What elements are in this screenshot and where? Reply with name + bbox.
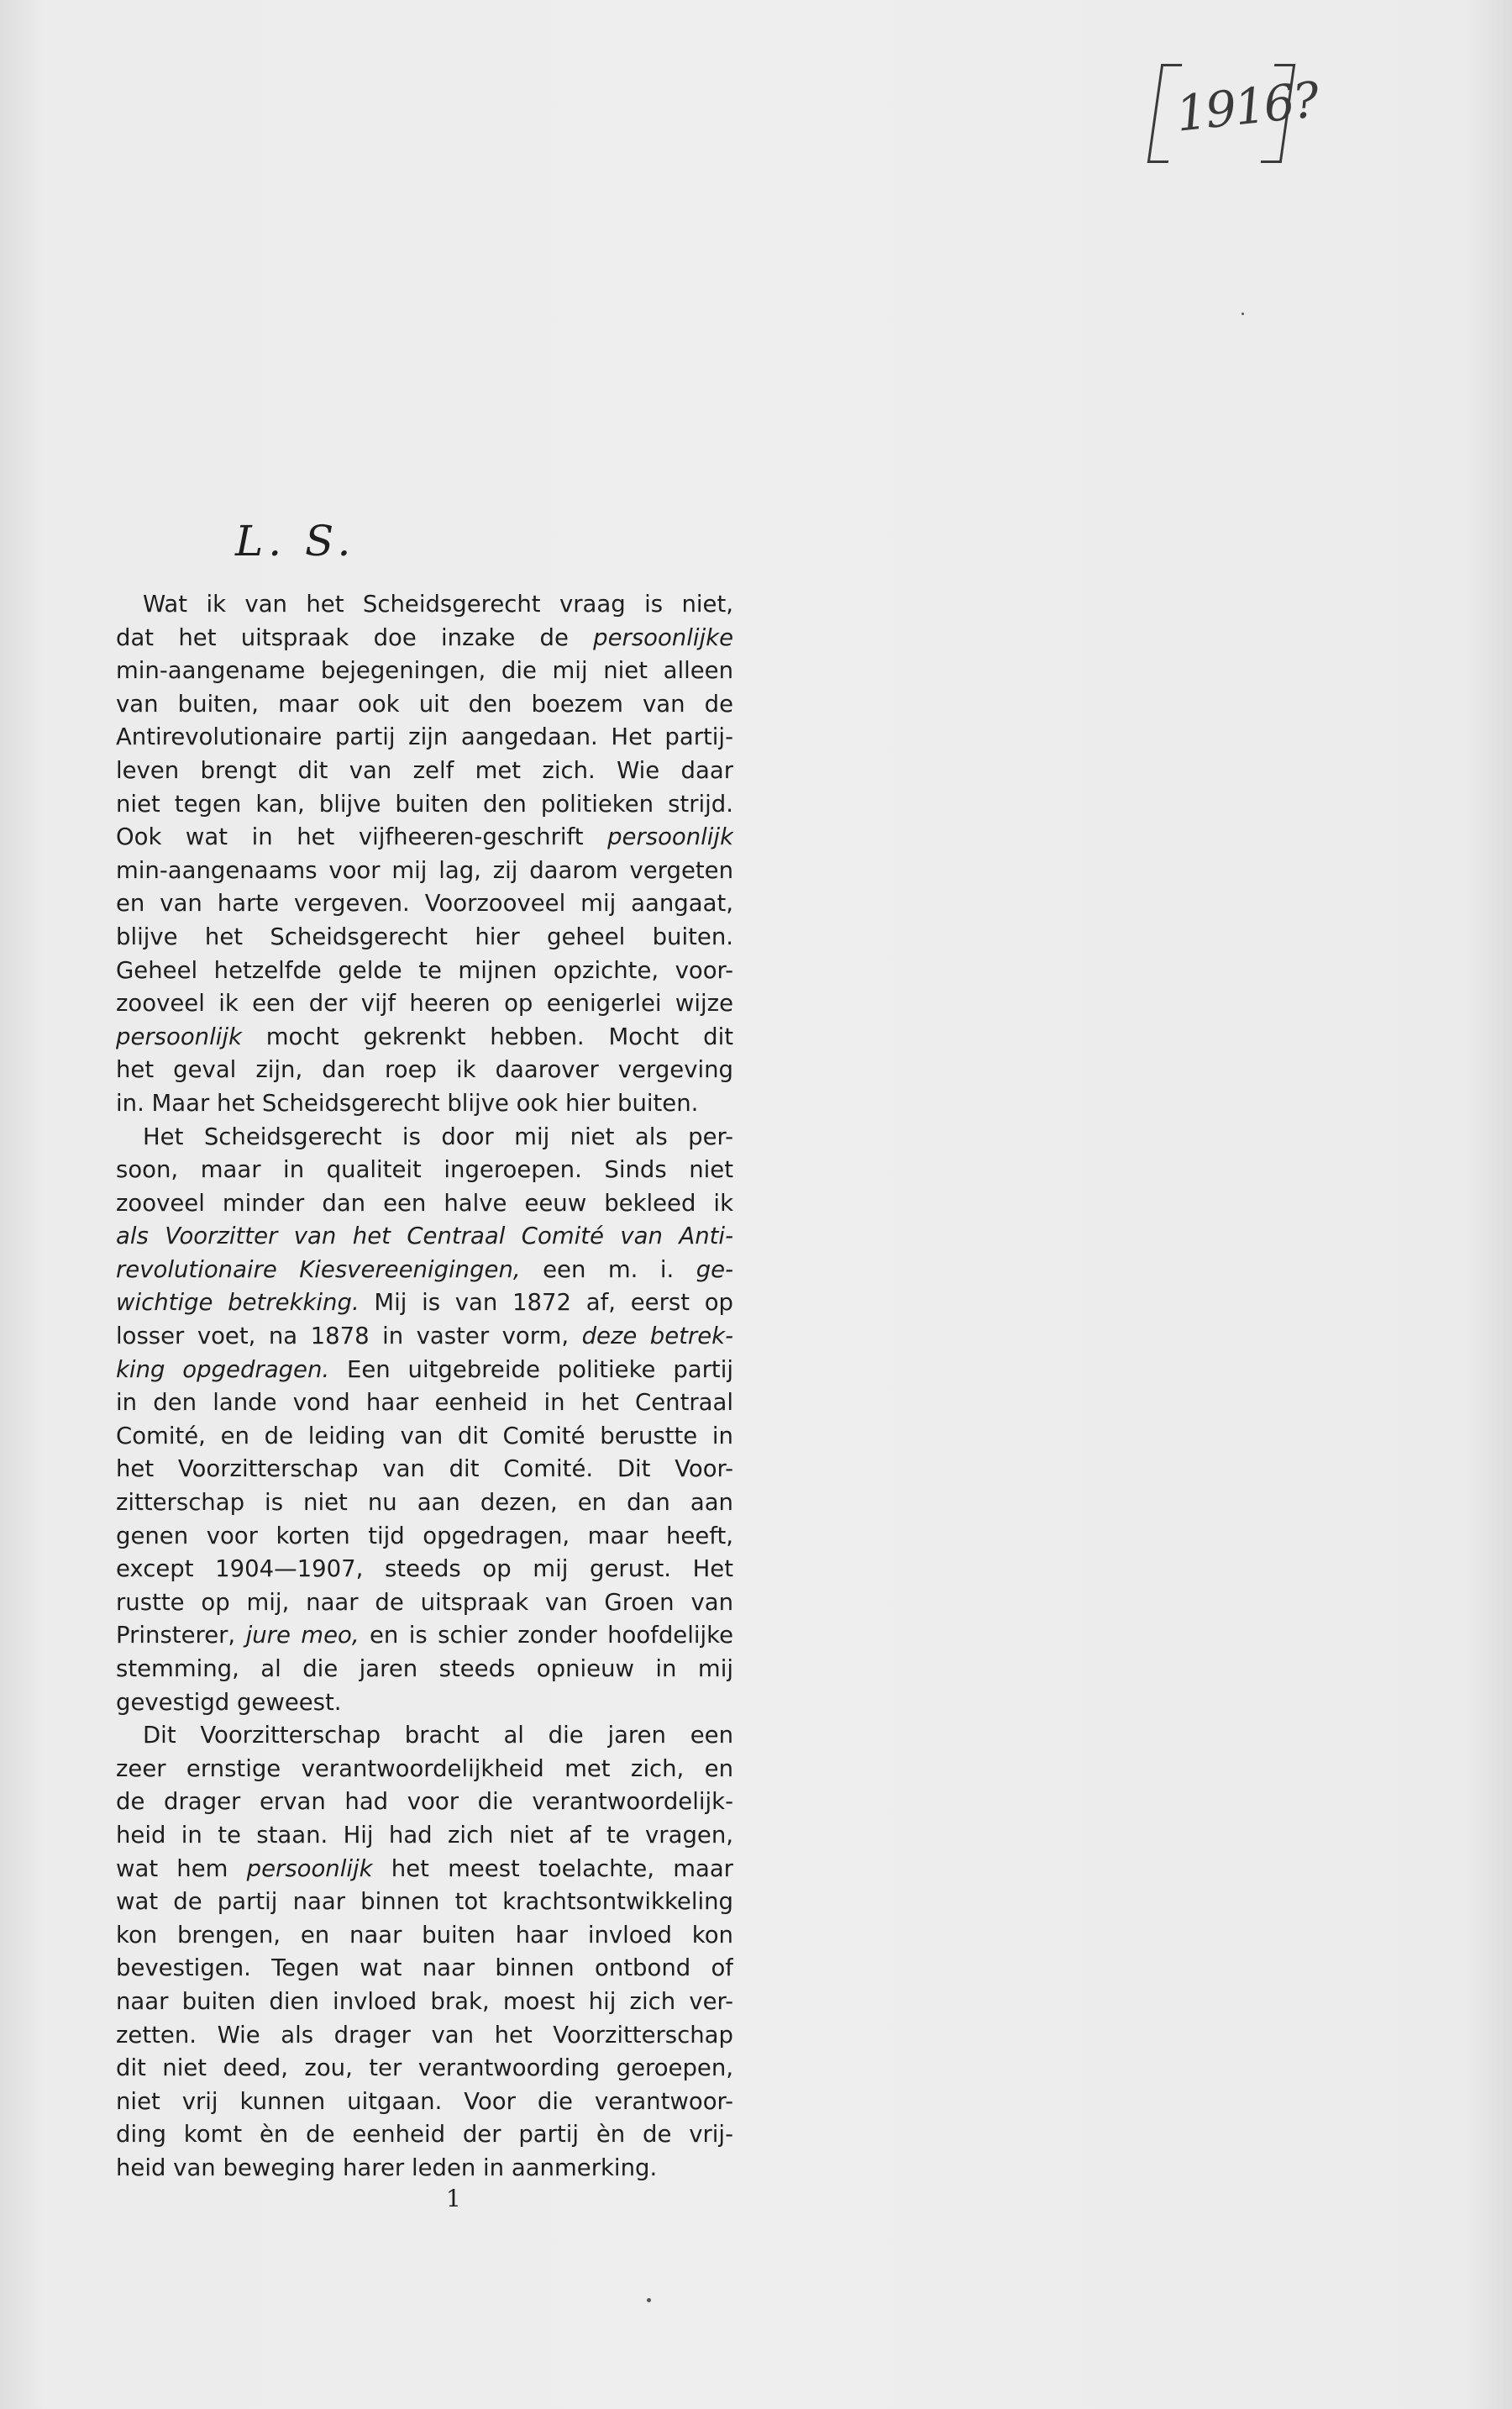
text-line: wichtige betrekking. Mij is van 1872 af, eerst op bbox=[116, 1289, 733, 1317]
text-line: zooveel ik een der vijf heeren op eenigerlei wijze bbox=[116, 990, 733, 1018]
text-line: gevestigd geweest. bbox=[116, 1688, 342, 1716]
text-line: de drager ervan had voor die verantwoordelijk- bbox=[116, 1788, 733, 1816]
text-line: except 1904—1907, steeds op mij gerust. Het bbox=[116, 1555, 733, 1583]
text-line: naar buiten dien invloed brak, moest hij zich ver- bbox=[116, 1987, 733, 2015]
text-line: zitterschap is niet nu aan dezen, en dan aan bbox=[116, 1489, 733, 1517]
text-line: in. Maar het Scheidsgerecht blijve ook hier buiten. bbox=[116, 1089, 699, 1117]
text-line: stemming, al die jaren steeds opnieuw in mij bbox=[116, 1655, 733, 1682]
text-line: Dit Voorzitterschap bracht al die jaren een bbox=[143, 1722, 733, 1749]
page-heading: L. S. bbox=[235, 517, 356, 565]
text-line: zetten. Wie als drager van het Voorzitterschap bbox=[116, 2021, 733, 2049]
text-line: Het Scheidsgerecht is door mij niet als per- bbox=[143, 1123, 733, 1150]
text-line: Antirevolutionaire partij zijn aangedaan. Het partij- bbox=[116, 723, 733, 751]
text-line: min-aangenaams voor mij lag, zij daarom vergeten bbox=[116, 856, 733, 884]
text-line: losser voet, na 1878 in vaster vorm, deze betrek- bbox=[116, 1323, 733, 1350]
text-line: Prinsterer, jure meo, en is schier zonder hoofdelijke bbox=[116, 1622, 733, 1649]
text-line: kon brengen, en naar buiten haar invloed kon bbox=[116, 1921, 733, 1949]
text-line: niet vrij kunnen uitgaan. Voor die verantwoor- bbox=[116, 2087, 733, 2115]
text-line: als Voorzitter van het Centraal Comité van Anti- bbox=[116, 1223, 733, 1250]
text-line: persoonlijk mocht gekrenkt hebben. Mocht dit bbox=[116, 1023, 733, 1050]
page-number: 1 bbox=[446, 2185, 461, 2212]
text-line: min-aangename bejegeningen, die mij niet alleen bbox=[116, 657, 733, 685]
text-line: Comité, en de leiding van dit Comité berustte in bbox=[116, 1422, 733, 1449]
text-line: Wat ik van het Scheidsgerecht vraag is niet, bbox=[143, 591, 733, 618]
text-line: revolutionaire Kiesvereenigingen, een m. i. ge- bbox=[116, 1255, 733, 1283]
annotation-text: 1916? bbox=[1173, 71, 1320, 143]
paper-speck bbox=[1242, 313, 1244, 315]
text-line: wat hem persoonlijk het meest toelachte, maar bbox=[116, 1854, 733, 1882]
text-line: bevestigen. Tegen wat naar binnen ontbond of bbox=[116, 1954, 733, 1982]
text-line: king opgedragen. Een uitgebreide politieke partij bbox=[116, 1355, 733, 1383]
text-line: soon, maar in qualiteit ingeroepen. Sinds niet bbox=[116, 1156, 733, 1184]
handwritten-date-annotation bbox=[1154, 49, 1320, 175]
text-line: het geval zijn, dan roep ik daarover vergeving bbox=[116, 1056, 733, 1084]
text-line: dit niet deed, zou, ter verantwoording geroepen, bbox=[116, 2054, 733, 2082]
text-line: blijve het Scheidsgerecht hier geheel buiten. bbox=[116, 923, 733, 950]
text-line: zooveel minder dan een halve eeuw bekleed ik bbox=[116, 1189, 733, 1217]
text-line: wat de partij naar binnen tot krachtsontwikkeling bbox=[116, 1888, 733, 1916]
text-line: rustte op mij, naar de uitspraak van Groen van bbox=[116, 1588, 733, 1616]
text-line: Geheel hetzelfde gelde te mijnen opzichte, voor- bbox=[116, 956, 733, 984]
text-line: heid in te staan. Hij had zich niet af te vragen, bbox=[116, 1821, 733, 1849]
text-line: heid van beweging harer leden in aanmerking. bbox=[116, 2154, 658, 2181]
paper-speck bbox=[647, 2298, 651, 2302]
text-line: Ook wat in het vijfheeren-geschrift persoonlijk bbox=[116, 823, 733, 851]
paragraph bbox=[116, 588, 733, 1121]
text-line: dat het uitspraak doe inzake de persoonlijke bbox=[116, 623, 733, 651]
paragraph bbox=[116, 1121, 733, 1720]
text-line: en van harte vergeven. Voorzooveel mij aangaat, bbox=[116, 890, 733, 918]
body-text bbox=[116, 588, 733, 2185]
text-line: genen voor korten tijd opgedragen, maar heeft, bbox=[116, 1522, 733, 1549]
text-line: niet tegen kan, blijve buiten den politieken strijd. bbox=[116, 790, 733, 818]
text-line: in den lande vond haar eenheid in het Centraal bbox=[116, 1389, 733, 1417]
paragraph bbox=[116, 1719, 733, 2185]
text-line: ding komt èn de eenheid der partij èn de vrij- bbox=[116, 2121, 733, 2149]
text-line: zeer ernstige verantwoordelijkheid met zich, en bbox=[116, 1754, 733, 1782]
text-line: het Voorzitterschap van dit Comité. Dit Voor- bbox=[116, 1455, 733, 1483]
text-line: leven brengt dit van zelf met zich. Wie daar bbox=[116, 756, 733, 784]
text-line: van buiten, maar ook uit den boezem van de bbox=[116, 690, 733, 718]
